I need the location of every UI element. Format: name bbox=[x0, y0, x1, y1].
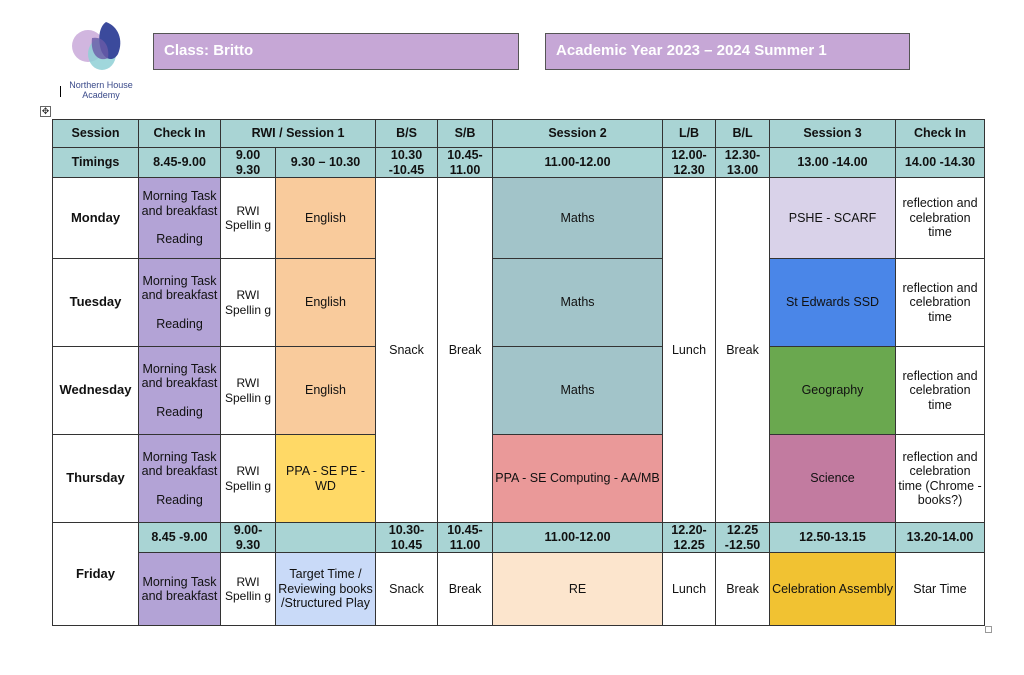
break-cell: Break bbox=[438, 178, 493, 523]
ppa-pe-cell: PPA - SE PE - WD bbox=[276, 435, 376, 523]
reading-text: Reading bbox=[156, 232, 203, 247]
timing-bl: 12.30-13.00 bbox=[716, 148, 770, 178]
header-bs: B/S bbox=[376, 120, 438, 148]
reading-text: Reading bbox=[156, 404, 203, 419]
morning-task-cell bbox=[139, 259, 221, 347]
rwi-spelling-cell: RWI Spellin g bbox=[221, 259, 276, 347]
friday-timing-session3: 12.50-13.15 bbox=[770, 523, 896, 553]
maths-cell: Maths bbox=[493, 259, 663, 347]
header-checkin: Check In bbox=[139, 120, 221, 148]
st-edwards-cell: St Edwards SSD bbox=[770, 259, 896, 347]
header-checkout: Check In bbox=[896, 120, 985, 148]
rwi-spelling-cell: RWI Spellin g bbox=[221, 553, 276, 626]
friday-timing-checkout: 13.20-14.00 bbox=[896, 523, 985, 553]
row-monday bbox=[53, 178, 985, 259]
target-time-cell: Target Time / Reviewing books /Structured Play bbox=[276, 553, 376, 626]
lunch-cell: Lunch bbox=[663, 178, 716, 523]
day-monday: Monday bbox=[53, 178, 139, 259]
morning-task-text: Morning Task and breakfast bbox=[141, 189, 218, 218]
reflection-chrome-cell: reflection and celebration time (Chrome - books?) bbox=[896, 435, 985, 523]
header-lb: L/B bbox=[663, 120, 716, 148]
reading-text: Reading bbox=[156, 492, 203, 507]
timing-session3: 13.00 -14.00 bbox=[770, 148, 896, 178]
reflection-cell: reflection and celebration time bbox=[896, 178, 985, 259]
table-resize-handle[interactable] bbox=[985, 626, 992, 633]
header-session: Session bbox=[53, 120, 139, 148]
friday-timing-checkin: 8.45 -9.00 bbox=[139, 523, 221, 553]
timing-checkin: 8.45-9.00 bbox=[139, 148, 221, 178]
row-tuesday bbox=[53, 259, 985, 347]
friday-timing-sb: 10.45-11.00 bbox=[438, 523, 493, 553]
morning-task-text: Morning Task and breakfast bbox=[141, 449, 218, 479]
ppa-computing-cell: PPA - SE Computing - AA/MB bbox=[493, 435, 663, 523]
celebration-assembly-cell: Celebration Assembly bbox=[770, 553, 896, 626]
maths-cell: Maths bbox=[493, 347, 663, 435]
timing-sb: 10.45-11.00 bbox=[438, 148, 493, 178]
rwi-spelling-cell: RWI Spellin g bbox=[221, 347, 276, 435]
rwi-spelling-cell: RWI Spellin g bbox=[221, 435, 276, 523]
reading-text: Reading bbox=[156, 316, 203, 331]
friday-timing-bs: 10.30-10.45 bbox=[376, 523, 438, 553]
re-cell: RE bbox=[493, 553, 663, 626]
break-cell: Break bbox=[438, 553, 493, 626]
lunch-cell: Lunch bbox=[663, 553, 716, 626]
friday-timing-lb: 12.20-12.25 bbox=[663, 523, 716, 553]
header-session2: Session 2 bbox=[493, 120, 663, 148]
morning-task-cell: Morning Task and breakfast bbox=[139, 553, 221, 626]
morning-task-cell bbox=[139, 435, 221, 523]
year-label: Academic Year 2023 – 2024 Summer 1 bbox=[545, 33, 910, 70]
timing-session2: 11.00-12.00 bbox=[493, 148, 663, 178]
geography-cell: Geography bbox=[770, 347, 896, 435]
header-row bbox=[53, 120, 985, 148]
logo-text: Northern House Academy bbox=[69, 80, 133, 100]
timings-row bbox=[53, 148, 985, 178]
friday-timing-session1 bbox=[276, 523, 376, 553]
timings-label: Timings bbox=[53, 148, 139, 178]
header-session3: Session 3 bbox=[770, 120, 896, 148]
day-tuesday: Tuesday bbox=[53, 259, 139, 347]
header-sb: S/B bbox=[438, 120, 493, 148]
header-session1: RWI / Session 1 bbox=[221, 120, 376, 148]
timing-rwi: 9.00 9.30 bbox=[221, 148, 276, 178]
morning-task-cell bbox=[139, 347, 221, 435]
timetable bbox=[52, 119, 985, 626]
reflection-cell: reflection and celebration time bbox=[896, 347, 985, 435]
morning-task-text: Morning Task and breakfast bbox=[141, 361, 218, 391]
rwi-spelling-cell: RWI Spellin g bbox=[221, 178, 276, 259]
day-thursday: Thursday bbox=[53, 435, 139, 523]
row-wednesday bbox=[53, 347, 985, 435]
break-cell: Break bbox=[716, 553, 770, 626]
break-cell: Break bbox=[716, 178, 770, 523]
morning-task-text: Morning Task and breakfast bbox=[141, 273, 218, 303]
timing-session1: 9.30 – 10.30 bbox=[276, 148, 376, 178]
timing-lb: 12.00-12.30 bbox=[663, 148, 716, 178]
friday-timing-session2: 11.00-12.00 bbox=[493, 523, 663, 553]
science-cell: Science bbox=[770, 435, 896, 523]
pshe-cell: PSHE - SCARF bbox=[770, 178, 896, 259]
timing-bs: 10.30 -10.45 bbox=[376, 148, 438, 178]
english-cell: English bbox=[276, 178, 376, 259]
day-friday: Friday bbox=[53, 523, 139, 626]
snack-cell: Snack bbox=[376, 178, 438, 523]
friday-timing-bl: 12.25 -12.50 bbox=[716, 523, 770, 553]
friday-timing-rwi: 9.00-9.30 bbox=[221, 523, 276, 553]
header-bl: B/L bbox=[716, 120, 770, 148]
class-label: Class: Britto bbox=[153, 33, 519, 70]
english-cell: English bbox=[276, 347, 376, 435]
snack-cell: Snack bbox=[376, 553, 438, 626]
friday-timings-row bbox=[53, 523, 985, 553]
star-time-cell: Star Time bbox=[896, 553, 985, 626]
text-cursor bbox=[60, 86, 61, 97]
english-cell: English bbox=[276, 259, 376, 347]
day-wednesday: Wednesday bbox=[53, 347, 139, 435]
morning-task-cell bbox=[139, 178, 221, 259]
table-move-handle[interactable]: ✥ bbox=[41, 106, 50, 116]
reflection-cell: reflection and celebration time bbox=[896, 259, 985, 347]
timing-checkout: 14.00 -14.30 bbox=[896, 148, 985, 178]
row-friday bbox=[53, 553, 985, 626]
row-thursday bbox=[53, 435, 985, 523]
maths-cell: Maths bbox=[493, 178, 663, 259]
